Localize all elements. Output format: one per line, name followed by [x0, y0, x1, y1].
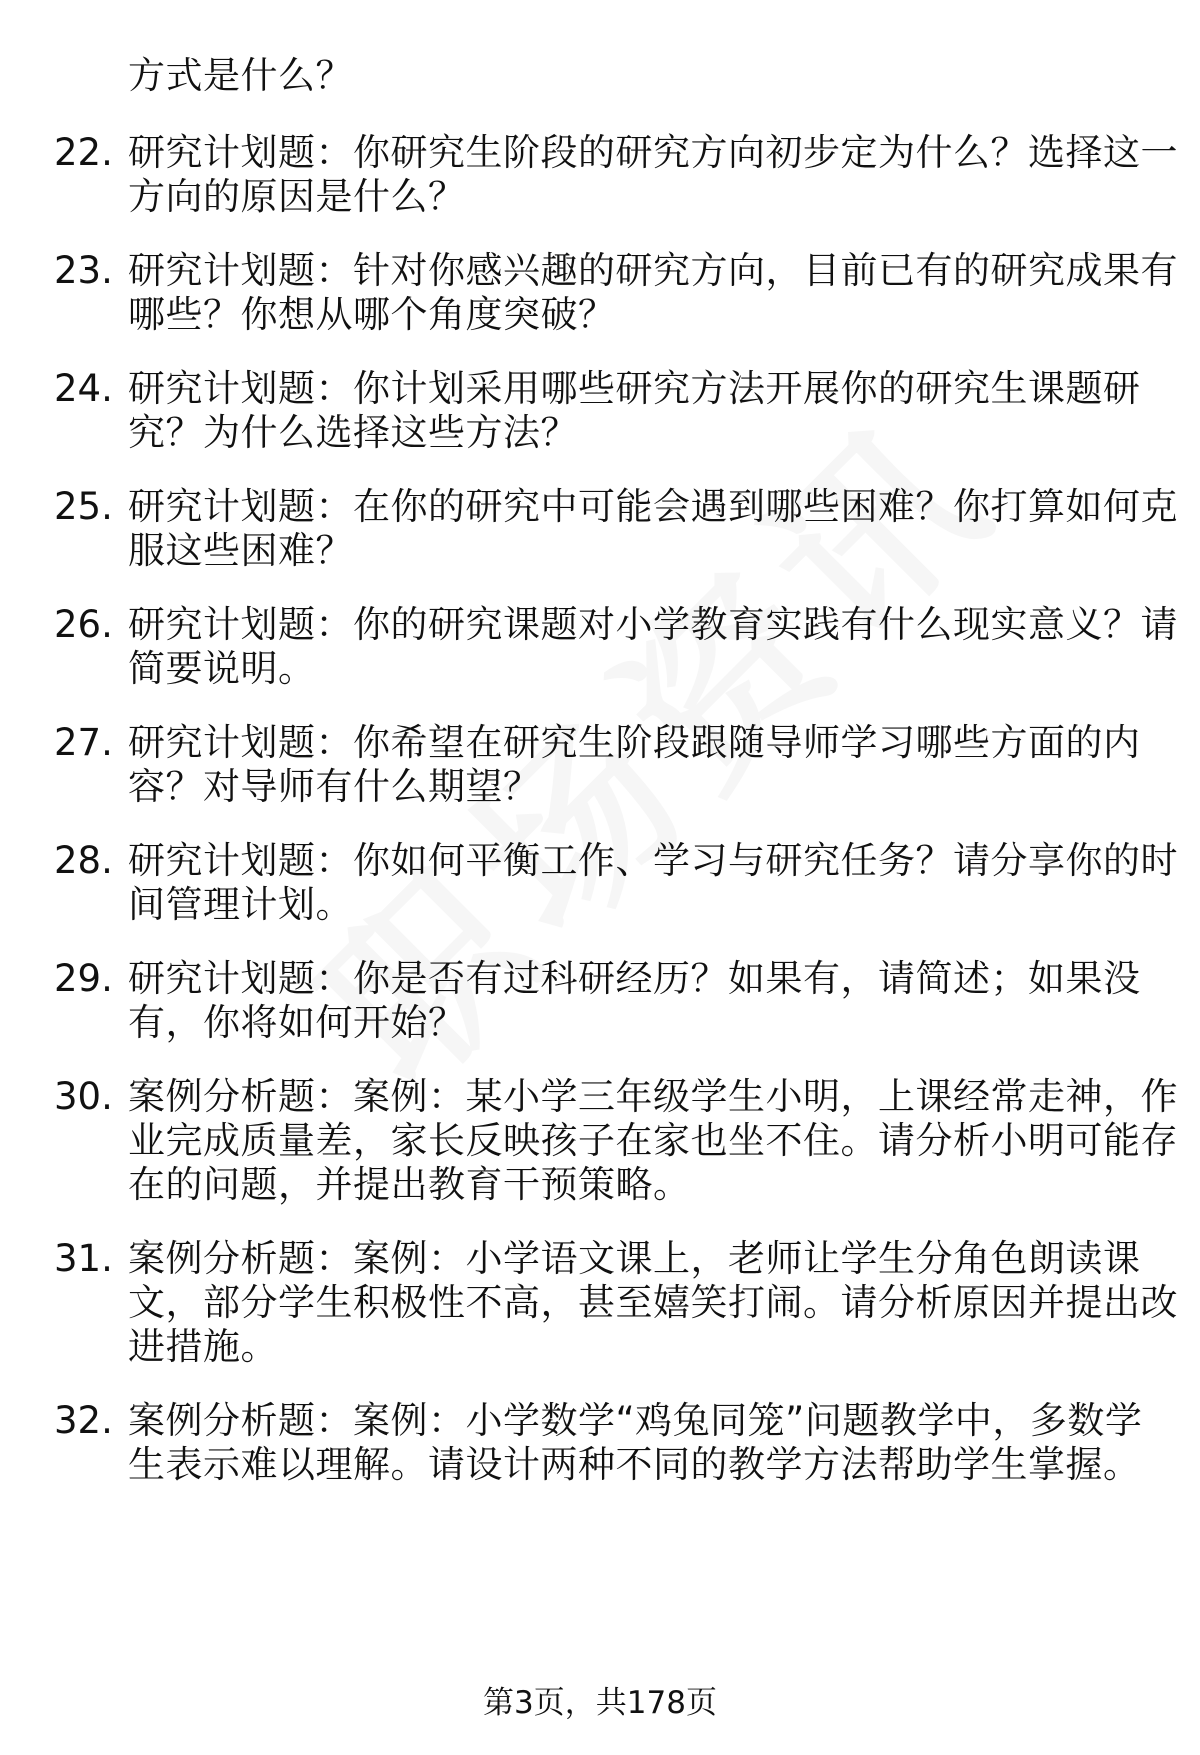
question-number: 27. — [54, 721, 113, 764]
question-text-line: 研究计划题：你如何平衡工作、学习与研究任务？请分享你的时 — [128, 839, 1178, 882]
question-text-line: 方式是什么？ — [128, 54, 353, 97]
question-text-line: 有，你将如何开始？ — [128, 1001, 466, 1044]
question-number: 31. — [54, 1237, 113, 1280]
question-number: 22. — [54, 131, 113, 174]
question-number: 23. — [54, 249, 113, 292]
question-text-line: 生表示难以理解。请设计两种不同的教学方法帮助学生掌握。 — [128, 1443, 1141, 1486]
question-text-line: 研究计划题：针对你感兴趣的研究方向，目前已有的研究成果有 — [128, 249, 1178, 292]
question-text-line: 简要说明。 — [128, 647, 316, 690]
question-number: 25. — [54, 485, 113, 528]
question-text-line: 服这些困难？ — [128, 529, 353, 572]
page-footer: 第3页，共178页 — [483, 1685, 717, 1721]
question-text-line: 进措施。 — [128, 1325, 278, 1368]
question-number: 32. — [54, 1399, 113, 1442]
question-text-line: 研究计划题：你是否有过科研经历？如果有，请简述；如果没 — [128, 957, 1141, 1000]
question-text-line: 方向的原因是什么？ — [128, 175, 466, 218]
question-number: 26. — [54, 603, 113, 646]
question-number: 24. — [54, 367, 113, 410]
question-text-line: 研究计划题：在你的研究中可能会遇到哪些困难？你打算如何克 — [128, 485, 1178, 528]
question-text-line: 案例分析题：案例：小学数学“鸡兔同笼”问题教学中，多数学 — [128, 1399, 1143, 1442]
question-text-line: 研究计划题：你研究生阶段的研究方向初步定为什么？选择这一 — [128, 131, 1178, 174]
question-text-line: 研究计划题：你的研究课题对小学教育实践有什么现实意义？请 — [128, 603, 1178, 646]
question-text-line: 哪些？你想从哪个角度突破？ — [128, 293, 616, 336]
question-text-line: 案例分析题：案例：小学语文课上，老师让学生分角色朗读课 — [128, 1237, 1141, 1280]
question-number: 29. — [54, 957, 113, 1000]
question-number: 28. — [54, 839, 113, 882]
question-text-line: 间管理计划。 — [128, 883, 353, 926]
question-text-line: 究？为什么选择这些方法？ — [128, 411, 578, 454]
question-text-line: 业完成质量差，家长反映孩子在家也坐不住。请分析小明可能存 — [128, 1119, 1178, 1162]
question-text-line: 容？对导师有什么期望？ — [128, 765, 541, 808]
question-text-line: 研究计划题：你计划采用哪些研究方法开展你的研究生课题研 — [128, 367, 1141, 410]
question-text-line: 案例分析题：案例：某小学三年级学生小明，上课经常走神，作 — [128, 1075, 1178, 1118]
question-text-line: 在的问题，并提出教育干预策略。 — [128, 1163, 691, 1206]
question-text-line: 文，部分学生积极性不高，甚至嬉笑打闹。请分析原因并提出改 — [128, 1281, 1178, 1324]
question-text-line: 研究计划题：你希望在研究生阶段跟随导师学习哪些方面的内 — [128, 721, 1141, 764]
question-number: 30. — [54, 1075, 113, 1118]
